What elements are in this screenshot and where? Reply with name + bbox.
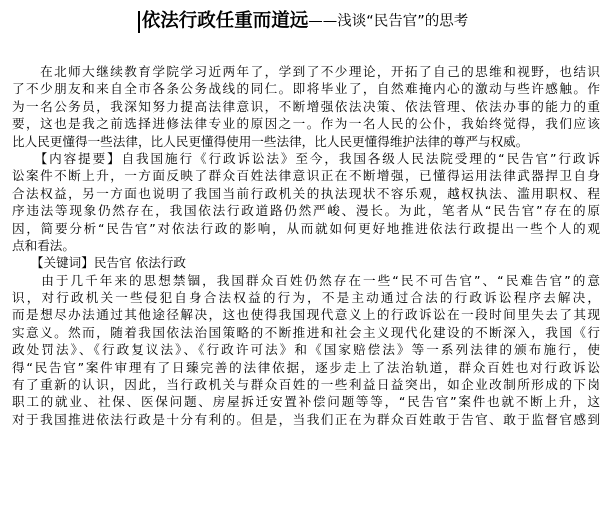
text-line: 政处罚法》、《行政复议法》、《行政许可法》和《国家赔偿法》等一系列法律的颁布施行，使: [12, 342, 600, 358]
text-line: 要，这也是我之前选择进修法律专业的原因之一。作为一名人民的公仆，我始终觉得，我们应该: [12, 116, 600, 132]
text-line: 在北师大继续教育学院学习近两年了，学到了不少理论，开拓了自己的思维和视野，也结识: [12, 64, 600, 79]
text-line: 对于我国推进依法行政是十分有利的。但是，当我们正在为群众百姓敢于告官、敢于监督官感到: [12, 411, 600, 427]
title-subtitle: ——浅谈“民告官”的思考: [308, 13, 469, 30]
text-line: 比人民更懂得一些法律，比人民更懂得使用一些法律，比人民更懂得维护法律的尊严与权威。: [12, 133, 529, 149]
text-line: 点和看法。: [12, 237, 75, 253]
paragraph-body: [12, 272, 600, 429]
text-line: 职工的就业、社保、医保问题、房屋拆迁安置补偿问题等等，“民告官”案件也就不断上升，这: [12, 394, 600, 410]
text-line: 为一名公务员，我深知努力提高法律意识，不断增强依法决策、依法管理、依法办事的能力的重: [12, 98, 600, 114]
text-line: 【内容提要】自我国施行《行政诉讼法》至今，我国各级人民法院受理的“民告官”行政诉: [12, 150, 600, 166]
text-line: 得“民告官”案件审理有了日臻完善的法律依据，逐步走上了法治轨道，群众百姓也对行政诉讼: [12, 359, 600, 375]
paragraph-abstract: [12, 150, 600, 254]
text-line: 由于几千年来的思想禁锢，我国群众百姓仍然存在一些“民不可告官”、“民难告官”的意: [12, 272, 600, 288]
text-line: 而是想尽办法通过其他途径解决，这也使得我国现代意义上的行政诉讼在一段时间里失去了其现: [12, 307, 600, 323]
paragraph-intro: [12, 63, 600, 150]
document-title: [0, 8, 606, 34]
text-line: 序违法等现象仍然存在，我国依法行政道路仍然严峻、漫长。为此，笔者从“民告官”存在的原: [12, 203, 600, 219]
text-line: 实意义。然而，随着我国依法治国策略的不断推进和社会主义现代化建设的不断深入，我国《行: [12, 324, 600, 340]
text-line: 讼案件不断上升，一方面反映了群众百姓法律意识正在不断增强，已懂得运用法律武器捍卫自身: [12, 168, 600, 184]
keywords-line: 【关键词】民告官 依法行政: [12, 255, 187, 271]
text-line: 识，对行政机关一些侵犯自身合法权益的行为，不是主动通过合法的行政诉讼程序去解决，: [12, 290, 600, 306]
text-line: 了不少朋友和来自全市各条公务战线的同仁。即将毕业了，自然难掩内心的激动与些许感触。作: [12, 81, 600, 97]
text-line: 有了重新的认识，因此，当行政机关与群众百姓的一些利益日益突出，如企业改制所形成的下岗: [12, 377, 600, 393]
title-main: 依法行政任重而道远: [141, 10, 309, 32]
text-line: 因，简要分析“民告官”对依法行政的影响，从而就如何更好地推进依法行政提出一些个人的观: [12, 220, 600, 236]
text-cursor: [138, 11, 140, 33]
text-line: 合法权益，另一方面也说明了我国当前行政机关的执法现状不容乐观，越权执法、滥用职权、程: [12, 185, 600, 201]
document-body[interactable]: [12, 63, 600, 428]
